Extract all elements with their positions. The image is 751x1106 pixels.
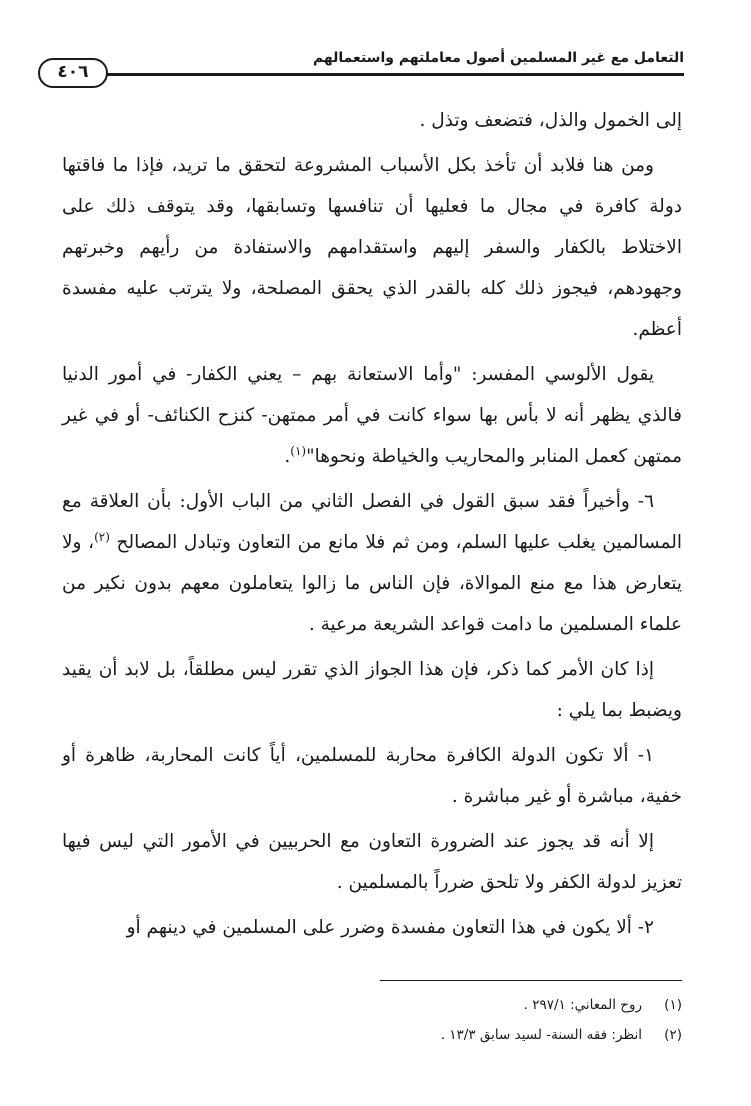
footnote-reference: (١) <box>290 443 307 458</box>
footnote <box>62 1020 682 1050</box>
page-number: ٤٠٦ <box>38 58 108 88</box>
footnote-text: روح المعاني: ٢٩٧/١ . <box>523 997 642 1013</box>
paragraph-text-tail: . <box>284 446 291 467</box>
footnote <box>62 990 682 1020</box>
footnote-text: انظر: فقه السنة- لسيد سابق ١٣/٣ . <box>440 1027 642 1043</box>
book-title: التعامل مع غير المسلمين أصول معاملتهم واستعمالهم <box>312 50 684 66</box>
paragraph: ومن هنا فلابد أن تأخذ بكل الأسباب المشروعة لتحقق ما تريد، فإذا ما فاقتها دولة كافرة في مجال ما فعليها أن تنافسها وتسابقها، وقد يتوقف ذلك على الاختلاط بالكفار والسفر إليهم واستقدامهم والاستفادة من رأيهم وخبرتهم وجهودهم، فيجوز ذلك كله بالقدر الذي يحقق المصلحة، ولا يترتب عليه مفسدة أعظم. <box>62 155 682 340</box>
footnotes <box>62 990 682 1050</box>
paragraph-with-footnote <box>62 481 682 645</box>
footnote-reference: (٢) <box>94 529 110 544</box>
header-rule <box>106 73 684 76</box>
footnote-number: (٢) <box>664 1027 682 1043</box>
paragraph-text: ٦- وأخيراً فقد سبق القول في الفصل الثاني من الباب الأول: بأن العلاقة مع المسالمين يغلب عليها السلم، ومن ثم فلا مانع من التعاون وتبادل المصالح <box>62 491 683 553</box>
paragraph: إذا كان الأمر كما ذكر، فإن هذا الجواز الذي تقرر ليس مطلقاً، بل لابد أن يقيد ويضبط بما يلي : <box>62 659 682 721</box>
page-body <box>62 100 682 952</box>
paragraph: ٢- ألا يكون في هذا التعاون مفسدة وضرر على المسلمين في دينهم أو <box>126 917 654 938</box>
paragraph: إلا أنه قد يجوز عند الضرورة التعاون مع الحربيين في الأمور التي ليس فيها تعزيز لدولة الكفر ولا تلحق ضرراً بالمسلمين . <box>62 831 682 893</box>
paragraph-with-footnote <box>62 354 682 477</box>
running-header <box>34 42 684 88</box>
footnote-number: (١) <box>664 997 682 1013</box>
paragraph-text: يقول الألوسي المفسر: "وأما الاستعانة بهم – يعني الكفار- في أمور الدنيا فالذي يظهر أنه لا بأس بها سواء كانت في أمر ممتهن- كنزح الكنائف- أو في غير ممتهن كعمل المنابر والمحاريب والخياطة ونحوها" <box>62 364 682 467</box>
paragraph: إلى الخمول والذل، فتضعف وتذل . <box>419 110 682 131</box>
paragraph: ١- ألا تكون الدولة الكافرة محاربة للمسلمين، أياً كانت المحاربة، ظاهرة أو خفية، مباشرة أو غير مباشرة . <box>62 745 682 807</box>
footnote-divider <box>380 980 682 981</box>
paragraph-text-tail: ، ولا يتعارض هذا مع منع الموالاة، فإن الناس ما زالوا يتعاملون معهم بدون نكير من علماء المسلمين ما دامت قواعد الشريعة مرعية . <box>62 532 682 635</box>
